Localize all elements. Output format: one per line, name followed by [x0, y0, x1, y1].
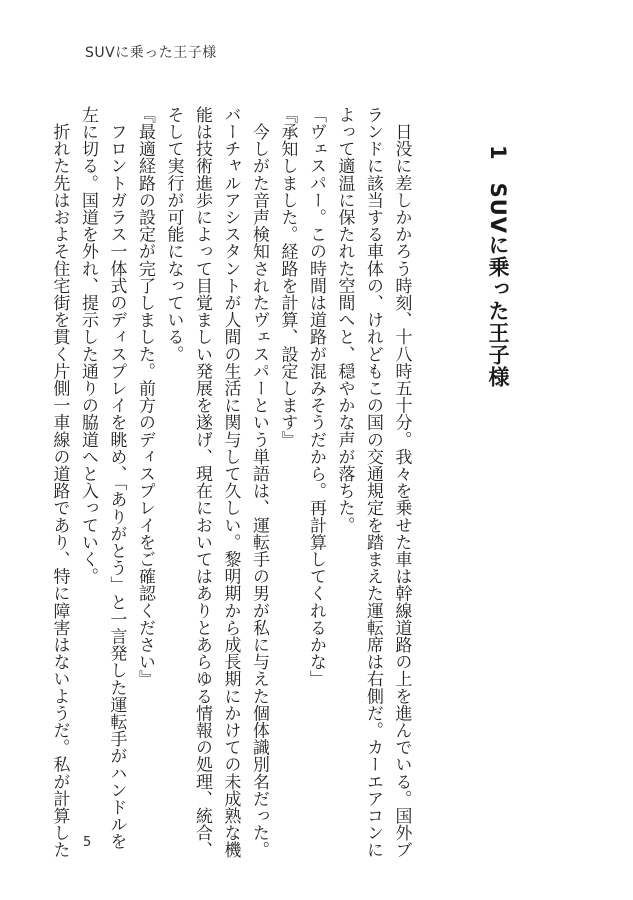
text-line: 折れた先はおよそ住宅街を貫く片側一車線の道路であり、特に障害はないようだ。私が計算した	[51, 106, 71, 859]
text-line: ランドに該当する車体の、けれどもこの国の交通規定を踏まえた運転席は右側だ。カーエアコンに	[364, 106, 385, 859]
running-head: SUVに乗った王子様	[85, 45, 217, 61]
body-text	[51, 106, 417, 859]
text-line: バーチャルアシスタントが人間の生活に関与して久しい。黎明期から成長期にかけての未成熟な機	[222, 106, 242, 859]
text-line: 『最適経路の設定が完了しました。前方のディスプレイをご確認ください』	[136, 106, 157, 688]
text-line: 「ヴェスパー。この時間は道路が混みそうだから。再計算してくれるかな」	[307, 106, 328, 688]
text-line: 日没に差しかかろう時刻、十八時五十分。我々を乗せた車は幹線道路の上を進んでいる。国外ブ	[393, 106, 413, 859]
page-number: 5	[83, 835, 92, 850]
text-line: 『承知しました。経路を計算、設定します』	[279, 106, 299, 448]
text-line: 左に切る。国道を外れ、提示した通りの脇道へと入っていく。	[79, 106, 100, 585]
text-line: よって適温に保たれた空間へと、穏やかな声が落ちた。	[336, 106, 356, 534]
chapter-number: 1	[486, 145, 510, 161]
chapter-title-text: SUVに乗った王子様	[486, 182, 510, 389]
text-line: そして実行が可能になっている。	[165, 106, 185, 363]
chapter-title	[480, 145, 516, 805]
text-line: 能は技術進歩によって目覚ましい発展を遂げ、現在においてはありとあらゆる情報の処理、統合、	[193, 106, 214, 859]
text-line: フロントガラス一体式のディスプレイを眺め、「ありがとう」と一言発した運転手がハンドルを	[108, 106, 128, 850]
text-line: 今しがた音声検知されたヴェスパーという単語は、運転手の男が私に与えた個体識別名だった。	[250, 106, 271, 859]
